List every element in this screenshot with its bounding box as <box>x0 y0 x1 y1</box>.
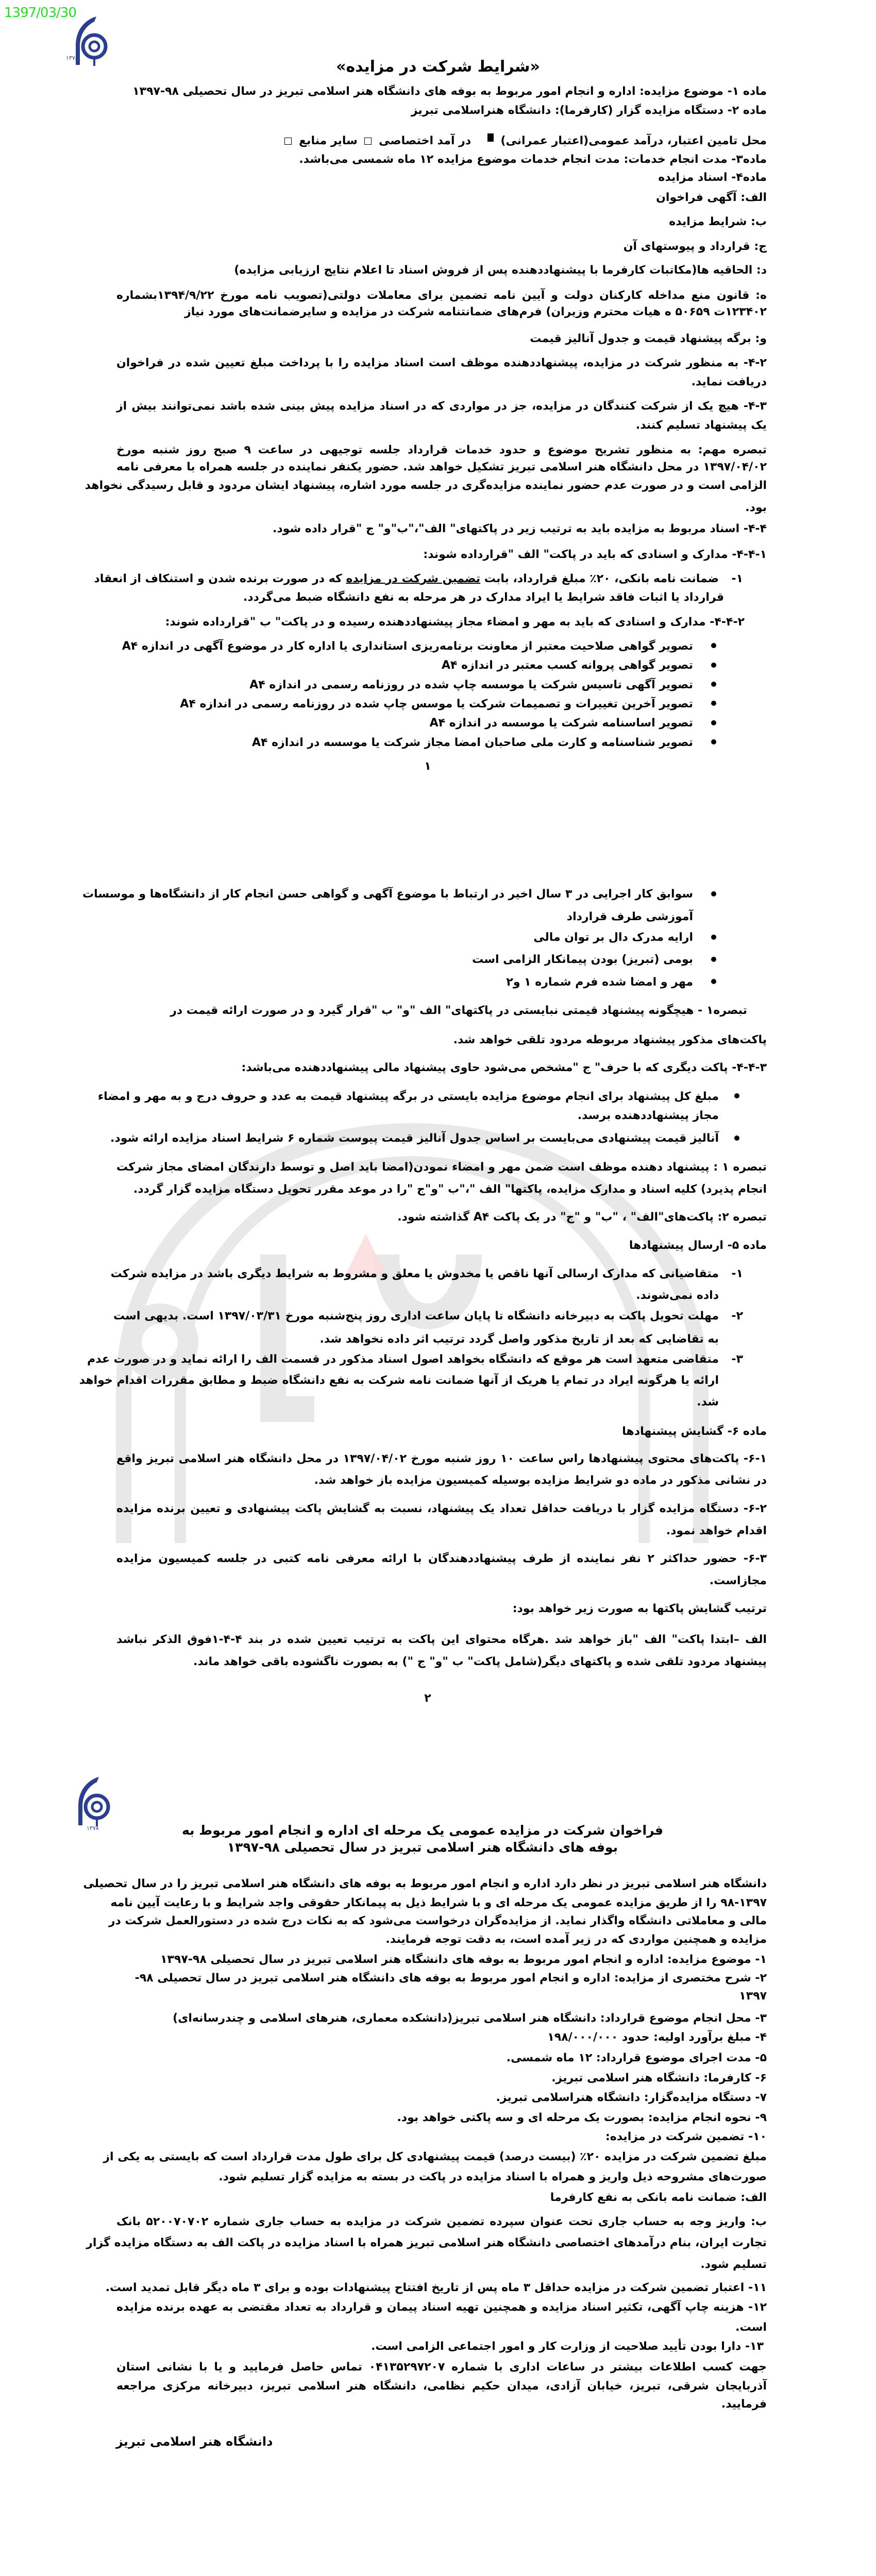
call-item-4: ۴- مبلغ برآورد اولیه: حدود ۱۹۸/۰۰۰/۰۰۰ <box>547 2031 767 2044</box>
list-item: مهر و امضا شده فرم شماره ۱ و۲ <box>506 976 693 989</box>
signature-university: دانشگاه هنر اسلامی تبریز <box>116 2434 273 2449</box>
opening-order-a-cont: پیشنهاد مردود تلقی شده و پاکتهای دیگر(شامل پاکت" ب "و" ج ") به بصورت ناگشوده باقی خواهد ماند. <box>193 1655 767 1668</box>
list-item: تصویر گواهی پروانه کسب معتبر در اندازه A۴ <box>442 659 693 672</box>
list-item-cont: مجاز پیشنهاددهنده برسد. <box>577 1109 719 1122</box>
contact-info: آذربایجان شرقی، تبریز، خیابان آزادی، میدان حکیم نظامی، دانشگاه هنر اسلامی تبریز، دبیرخانه مرکزی مراجعه <box>116 2380 767 2393</box>
guarantee-item <box>94 571 719 587</box>
page-title: «شرایط شرکت در مزایده» <box>336 58 540 76</box>
funding-option-special: در آمد اختصاصی <box>379 134 471 147</box>
intro-paragraph: ۹۸-۱۳۹۷ را از طریق مزایده عمومی یک مرحله ای و با شرایط ذیل به پیمانکار حقوقی واجد شرایط و با رعایت آیین نامه <box>110 1896 767 1909</box>
clause-4-4-3: ۴-۴-۳- پاکت دیگری که با حرف" ج "مشخص می‌شود حاوی پیشنهاد مالی پیشنهاددهنده می‌باشد: <box>241 1061 767 1074</box>
funding-label: محل تامین اعتبار، درآمد عمومی(اعتبار عمرانی) <box>500 134 767 147</box>
article-3: ماده۳- مدت انجام خدمات: مدت انجام خدمات موضوع مزایده ۱۲ ماه شمسی می‌باشد. <box>299 153 767 166</box>
guarantee-paragraph: مبلغ تضمین شرکت در مزایده ۲۰٪ (بیست درصد) قیمت پیشنهادی کل برای طول مدت قرارداد است که بایستی به یکی از <box>103 2150 767 2163</box>
list-item: تصویر گواهی صلاحیت معتبر از معاونت برنامه‌ریزی استانداری یا اداره کار در موضوع آگهی در اندازه A۴ <box>122 640 693 653</box>
guarantee-option-a: الف: ضمانت نامه بانکی به نفع کارفرما <box>550 2191 767 2204</box>
list-item: تصویر اساسنامه شرکت یا موسسه در اندازه A۴ <box>429 717 693 730</box>
guarantee-text: ضمانت نامه بانکی، ۲۰٪ مبلغ قرارداد، بابت <box>480 572 719 585</box>
bullet-icon <box>734 1136 739 1141</box>
opening-order-a: الف –ابتدا پاکت" الف "باز خواهد شد .هرگاه محتوای این پاکت به ترتیب تعیین شده در بند ۴-۴-۱فوق الذکر نباشد <box>116 1633 767 1646</box>
intro-paragraph: مالی و معاملاتی دانشگاه واگذار نماید. از مزایده‌گران درخواست می‌شود که به نکات درج شده در دستورالعمل شرکت در <box>108 1914 767 1927</box>
doc-item-b: ب: شرایط مزایده <box>669 215 767 228</box>
clause-4-2: ۴-۲- به منظور شرکت در مزایده، پیشنهاددهنده موظف است اسناد مزایده را با پرداخت مبلغ تعیین شده در فراخوان <box>116 357 767 369</box>
clause-4-2-cont: دریافت نماید. <box>691 376 767 388</box>
list-item: ارایه مدرک دال بر توان مالی <box>533 931 693 944</box>
call-item-13: ۱۳- دارا بودن تأیید صلاحیت از وزارت کار و امور اجتماعی الزامی است. <box>371 2340 764 2353</box>
bullet-icon <box>711 663 716 668</box>
call-item-7: ۷- دستگاه مزایده‌گزار: دانشگاه هنراسلامی تبریز. <box>496 2091 767 2104</box>
bullet-icon <box>711 701 716 706</box>
article-5-item-cont: شد. <box>697 1396 719 1409</box>
item-number: ۳- <box>731 1353 743 1366</box>
page-number: ۱ <box>424 760 431 773</box>
list-item: سوابق کار اجرایی در ۳ سال اخیر در ارتباط با موضوع آگهی و گواهی حسن انجام کار از دانشگاه‌ها و موسسات <box>82 888 693 901</box>
article-5-item: مهلت تحویل پاکت به دبیرخانه دانشگاه تا پایان ساعت اداری روز پنج‌شنبه مورخ ۱۳۹۷/۰۳/۳۱ است. بدیهی است <box>113 1310 719 1323</box>
bullet-icon <box>711 979 716 984</box>
article-6-heading: ماده ۶- گشایش پیشنهادها <box>622 1425 767 1438</box>
clause-4-4-2: ۴-۴-۲- مدارک و اسنادی که باید به مهر و امضاء مجاز پیشنهاددهنده رسیده و در پاکت" ب "قرارداده شوند: <box>165 616 745 629</box>
important-note-cont: الزامی است و در صورت عدم حضور نماینده مزایده‌گری در جلسه مورد اشاره، پیشنهاد ایشان مردود و قابل رسیدگی نخواهد <box>85 479 767 492</box>
clause-6-3: ۶-۳- حضور حداکثر ۲ نفر نماینده از طرف پیشنهاددهندگان با ارائه معرفی نامه کتبی در جلسه کمیسیون مزایده <box>116 1552 767 1565</box>
funding-option-other: سایر منابع <box>299 134 358 147</box>
important-note-cont: بود. <box>745 501 767 514</box>
bullet-icon <box>711 891 716 896</box>
guarantee-option-b-cont: تسلیم شود. <box>700 2258 767 2271</box>
doc-item-c: ج: قرارداد و پیوستهای آن <box>623 240 767 253</box>
clause-4-4-1: ۴-۴-۱- مدارک و اسنادی که باید در پاکت" الف "قرارداده شوند: <box>423 548 767 561</box>
doc-item-d: د: الحاقیه ها(مکاتبات کارفرما با پیشنهاددهنده پس از فروش اسناد تا اعلام نتایج ارزیابی مزایده) <box>234 264 767 277</box>
call-title: فراخوان شرکت در مزایده عمومی یک مرحله ای اداره و انجام امور مربوط به <box>181 1823 663 1838</box>
note-1-cont: پاکت‌های مذکور پیشنهاد مربوطه مردود تلقی خواهد شد. <box>453 1033 767 1046</box>
bullet-icon <box>711 720 716 725</box>
call-item-2: ۲- شرح مختصری از مزایده: اداره و انجام امور مربوط به بوفه های دانشگاه هنر اسلامی تبریز در سال تحصیلی ۹۸- <box>134 1972 767 1985</box>
clause-6-2: ۶-۲- دستگاه مزایده گزار با دریافت حداقل تعداد یک پیشنهاد، نسبت به گشایش پاکت پیشنهادی و تعیین برنده مزایده <box>116 1502 767 1515</box>
bullet-icon <box>711 935 716 940</box>
call-item-6: ۶- کارفرما: دانشگاه هنر اسلامی تبریز. <box>551 2072 767 2084</box>
checkbox-other-sources[interactable] <box>284 138 292 145</box>
bullet-icon <box>734 1093 739 1098</box>
bullet-icon <box>711 957 716 962</box>
clause-6-1-cont: در نشانی مذکور در ماده دو شرایط مزایده بوسیله کمیسیون مزایده باز خواهد شد. <box>314 1474 767 1487</box>
list-item-cont: آموزشی طرف قرارداد <box>566 910 693 923</box>
list-item: بومی (تبریز) بودن پیمانکار الزامی است <box>472 953 693 966</box>
call-item-12-cont: است. <box>735 2321 767 2334</box>
item-number: ۲- <box>731 1310 743 1323</box>
clause-4-4: ۴-۴- اسناد مربوط به مزایده باید به ترتیب زیر در پاکتهای" الف"،"ب"و" ج "قرار داده شود. <box>273 522 767 535</box>
date-stamp: 1397/03/30 <box>4 5 76 21</box>
important-note: تبصره مهم: به منظور تشریح موضوع و حدود خدمات قرارداد جلسه توجیهی در ساعت ۹ صبح روز شنبه مورخ <box>116 444 767 456</box>
important-note-cont: ۱۳۹۷/۰۴/۰۲ در محل دانشگاه هنر اسلامی تبریز تشکیل خواهد شد. حضور یکنفر نماینده در جلسه همراه با معرفی نامه <box>116 461 767 473</box>
opening-order: ترتیب گشایش پاکتها به صورت زیر خواهد بود: <box>512 1602 767 1615</box>
call-item-11: ۱۱- اعتبار تضمین شرکت در مزایده حداقل ۳ ماه پس از تاریخ افتتاح پیشنهادات بوده و برای ۳ ماه دیگر قابل تمدید است. <box>105 2281 767 2294</box>
article-1: ماده ۱- موضوع مزایده: اداره و انجام امور مربوط به بوفه های دانشگاه هنر اسلامی تبریز در سال تحصیلی ۹۸-۱۳۹۷ <box>132 85 767 98</box>
note-1b-cont: انجام پذیرد) کلیه اسناد و مدارک مزایده، پاکتها" الف "،"ب "و"ج "را در موعد مقرر تحویل دستگاه مزایده گزار گردد. <box>133 1183 767 1196</box>
article-4: ماده۴- اسناد مزایده <box>658 171 767 184</box>
call-item-12: ۱۲- هزینه چاپ آگهی، تکثیر اسناد مزایده و همچنین تهیه اسناد پیمان و قرارداد به تعداد مقتضی به عهده برنده مزایده <box>116 2301 767 2314</box>
note-2: تبصره ۲: پاکت‌های"الف" ، "ب" و "ج" در یک پاکت A۴ گذاشته شود. <box>397 1211 767 1224</box>
item-number: ۱- <box>731 572 743 585</box>
list-item: تصویر شناسنامه و کارت ملی صاحبان امضا مجاز شرکت یا موسسه در اندازه A۴ <box>251 736 693 749</box>
guarantee-paragraph: صورت‌های مشروحه ذیل واریز و همراه با اسناد مزایده در پاکت در بسته به مزایده گزار تسلیم شود. <box>218 2171 767 2183</box>
checkbox-public-revenue[interactable] <box>487 133 494 142</box>
logo-year: ۱۳۷۸ <box>66 55 78 61</box>
guarantee-option-b-cont: تجارت ایران، بنام درآمدهای اختصاصی دانشگاه هنر اسلامی تبریز همراه با اسناد مزایده در پاکت الف به دستگاه مزایده گزار <box>86 2236 767 2249</box>
doc-item-f: و: برگه پیشنهاد قیمت و جدول آنالیز قیمت <box>530 332 767 345</box>
list-item: تصویر آخرین تغییرات و تصمیمات شرکت یا موسس چاپ شده در روزنامه رسمی در اندازه A۴ <box>180 698 693 710</box>
logo-year: ۱۳۷۸ <box>87 1825 99 1832</box>
bullet-icon <box>711 643 716 648</box>
call-item-3: ۳- محل انجام موضوع قرارداد: دانشگاه هنر اسلامی تبریز(دانشکده معماری، هنرهای اسلامی و چندرسانه‌ای) <box>173 2012 767 2025</box>
item-number: ۱- <box>731 1267 743 1280</box>
list-item: آنالیز قیمت پیشنهادی می‌بایست بر اساس جدول آنالیز قیمت پیوست شماره ۶ شرایط اسناد مزایده ارائه شود. <box>110 1132 719 1145</box>
intro-paragraph: دانشگاه هنر اسلامی تبریز در نظر دارد اداره و انجام امور مربوط به بوفه های دانشگاه هنر اسلامی تبریز را در سال تحصیلی <box>83 1877 767 1890</box>
doc-item-a: الف: آگهی فراخوان <box>656 191 767 204</box>
call-item-9: ۹- نحوه انجام مزایده: بصورت یک مرحله ای و سه پاکتی خواهد بود. <box>397 2111 767 2124</box>
call-item-5: ۵- مدت اجرای موضوع قرارداد: ۱۲ ماه شمسی. <box>506 2052 767 2064</box>
call-title: بوفه های دانشگاه هنر اسلامی تبریز در سال تحصیلی ۹۸-۱۳۹۷ <box>227 1840 618 1855</box>
contact-info: جهت کسب اطلاعات بیشتر در ساعات اداری با شماره ۰۴۱۳۵۲۹۷۲۰۷ تماس حاصل فرمایید و یا با نشانی استان <box>116 2361 767 2374</box>
funding-source-row <box>281 133 767 149</box>
contact-info: فرمایید. <box>721 2398 767 2411</box>
list-item: تصویر آگهی تاسیس شرکت یا موسسه چاپ شده در روزنامه رسمی در اندازه A۴ <box>249 679 693 691</box>
clause-6-2-cont: اقدام خواهد نمود. <box>666 1524 767 1537</box>
guarantee-item-cont: قرارداد یا اثبات فاقد شرایط یا ایراد مدارک در هر مرحله به نفع دانشگاه ضبط می‌گردد. <box>243 591 724 604</box>
call-item-2-cont: ۱۳۹۷ <box>739 1990 767 2003</box>
article-5-item-cont: به تقاضایی که بعد از تاریخ مذکور واصل گردد ترتیب اثر داده نخواهد شد. <box>319 1333 719 1346</box>
clause-4-3-cont: یک پیشنهاد تسلیم کنند. <box>635 419 767 432</box>
clause-4-3: ۴-۳- هیچ یک از شرکت کنندگان در مزایده، جز در مواردی که در اسناد مزایده پیش بینی شده باشد نمی‌توانند بیش از <box>116 400 767 413</box>
article-5-item: متقاضیانی که مدارک ارسالی آنها ناقص یا مخدوش یا معلق و مشروط به شرایط دیگری باشد در مزایده شرکت <box>110 1267 719 1280</box>
doc-item-e: ه: قانون منع مداخله کارکنان دولت و آیین نامه تضمین برای معاملات دولتی(تصویب نامه مورخ ۱۳۹۴/۹/۲۲بشماره <box>116 289 767 302</box>
intro-paragraph: مزایده و همچنین مواردی که در زیر آمده است، به دقت توجه فرمایند. <box>385 1933 767 1946</box>
checkbox-special-revenue[interactable] <box>364 138 372 145</box>
clause-6-1: ۶-۱- پاکت‌های محتوی پیشنهادها راس ساعت ۱۰ روز شنبه مورخ ۱۳۹۷/۰۴/۰۲ در محل دانشگاه هنر اسلامی تبریز واقع <box>116 1452 767 1465</box>
note-1: تبصره۱ - هیچگونه پیشنهاد قیمتی نبایستی در پاکتهای" الف "و" ب "قرار گیرد و در صورت ارائه قیمت در <box>170 1004 747 1017</box>
article-5-item-cont: ارائه یا هرگونه ایراد در تمام یا هریک از آنها ضمانت نامه شرکت به نفع دانشگاه ضبط و مطابق مقررات اقدام خواهد <box>79 1374 719 1387</box>
list-item: مبلغ کل پیشنهاد برای انجام موضوع مزایده بایستی در برگه پیشنهاد قیمت به عدد و حروف درج و به مهر و امضاء <box>97 1090 719 1103</box>
article-5-item: متقاضی متعهد است هر موقع که دانشگاه بخواهد اصول اسناد مذکور در قسمت الف را ارائه نماید و در صورت عدم <box>87 1353 719 1366</box>
article-5-item-cont: داده نمی‌شوند. <box>636 1289 719 1302</box>
note-1b: تبصره ۱ : پیشنهاد دهنده موظف است ضمن مهر و امضاء نمودن(امضا باید اصل و توسط دارندگان امضای مجاز شرکت <box>116 1161 767 1174</box>
article-2: ماده ۲- دستگاه مزایده گزار (کارفرما): دانشگاه هنراسلامی تبریز <box>411 104 767 117</box>
guarantee-option-b: ب: واریز وجه به حساب جاری تحت عنوان سپرده تضمین شرکت در مزایده به حساب جاری شماره ۵۲۰۰۷۰۷۰۲ بانک <box>116 2215 767 2228</box>
bullet-icon <box>711 739 716 744</box>
page-number: ۲ <box>424 1692 431 1705</box>
article-5-heading: ماده ۵- ارسال پیشنهادها <box>629 1239 767 1252</box>
bullet-icon <box>711 682 716 687</box>
guarantee-underlined: تضمین شرکت در مزایده <box>346 572 481 585</box>
clause-6-3-cont: مجازاست. <box>709 1574 767 1587</box>
call-item-10: ۱۰- تضمین شرکت در مزایده: <box>605 2130 767 2143</box>
call-item-1: ۱- موضوع مزایده: اداره و انجام امور مربوط به بوفه های دانشگاه هنر اسلامی تبریز در سال تحصیلی ۹۸-۱۳۹۷ <box>160 1953 767 1966</box>
doc-item-e-cont: ۱۲۳۴۰۲ت ۵۰۶۵۹ ه هیات محترم وزیران) فرم‌های ضمانتنامه شرکت در مزایده و سایرضمانت‌های مورد نیاز <box>184 306 767 318</box>
guarantee-text: که در صورت برنده شدن و استنکاف از انعقاد <box>94 572 346 585</box>
